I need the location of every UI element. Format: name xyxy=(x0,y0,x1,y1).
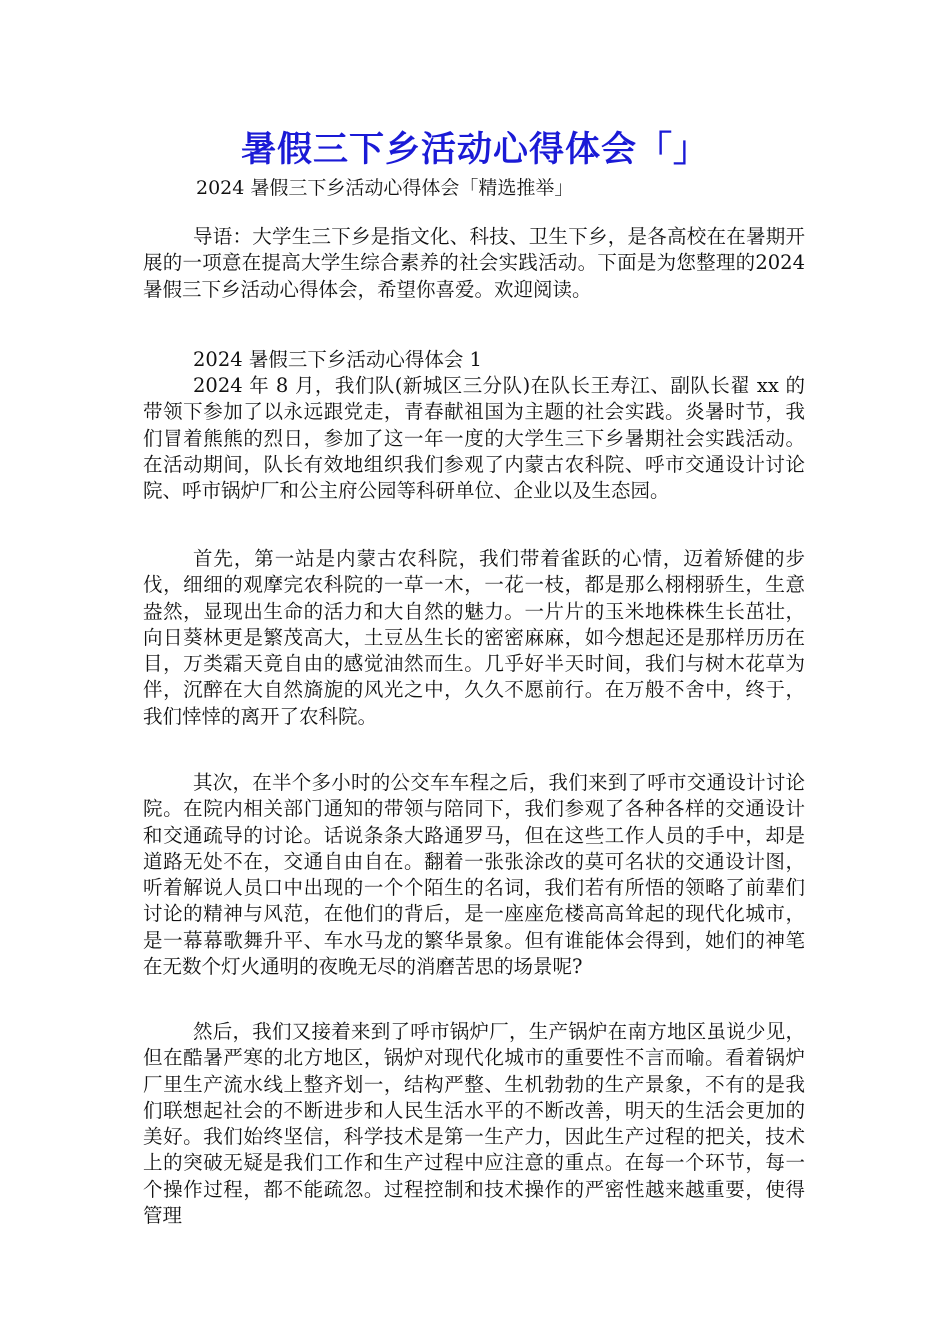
body-paragraph-2: 首先，第一站是内蒙古农科院，我们带着雀跃的心情，迈着矫健的步伐，细细的观摩完农科院的一草一木，一花一枝，都是那么栩栩骄生，生意盎然，显现出生命的活力和大自然的魅力。一片片的玉米地株株生长茁壮，向日葵林更是繁茂高大，土豆丛生长的密密麻麻，如今想起还是那样历历在目，万类霜天竟自由的感觉油然而生。几乎好半天时间，我们与树木花草为伴，沉醉在大自然旖旎的风光之中，久久不愿前行。在万般不舍中，终于，我们悻悻的离开了农科院。 xyxy=(143,547,805,728)
document-title: 暑假三下乡活动心得体会「」 xyxy=(240,130,709,170)
section-heading: 2024 暑假三下乡活动心得体会 1 xyxy=(193,348,482,371)
body-paragraph-1: 2024 年 8 月，我们队(新城区三分队)在队长王寿江、副队长翟 xx 的带领下参加了以永远跟党走，青春献祖国为主题的社会实践。炎暑时节，我们冒着熊熊的烈日，参加了这一年一度的大学生三下乡暑期社会实践活动。在活动期间，队长有效地组织我们参观了内蒙古农科院、呼市交通设计讨论院、呼市锅炉厂和公主府公园等科研单位、企业以及生态园。 xyxy=(143,374,805,503)
body-paragraph-3: 其次，在半个多小时的公交车车程之后，我们来到了呼市交通设计讨论院。在院内相关部门通知的带领与陪同下，我们参观了各种各样的交通设计和交通疏导的讨论。话说条条大路通罗马，但在这些工作人员的手中，却是道路无处不在，交通自由自在。翻着一张张涂改的莫可名状的交通设计图，听着解说人员口中出现的一个个陌生的名词，我们若有所悟的领略了前辈们讨论的精神与风范，在他们的背后，是一座座危楼高高耸起的现代化城市，是一幕幕歌舞升平、车水马龙的繁华景象。但有谁能体会得到，她们的神笔在无数个灯火通明的夜晚无尽的消磨苦思的场景呢? xyxy=(143,771,805,979)
intro-paragraph: 导语：大学生三下乡是指文化、科技、卫生下乡，是各高校在在暑期开展的一项意在提高大学生综合素养的社会实践活动。下面是为您整理的2024 暑假三下乡活动心得体会，希望你喜爱。欢迎阅读。 xyxy=(143,225,805,301)
body-paragraph-4: 然后，我们又接着来到了呼市锅炉厂，生产锅炉在南方地区虽说少见，但在酷暑严寒的北方地区，锅炉对现代化城市的重要性不言而喻。看着锅炉厂里生产流水线上整齐划一，结构严整、生机勃勃的生产景象，不有的是我们联想起社会的不断进步和人民生活水平的不断改善，明天的生活会更加的美好。我们始终坚信，科学技术是第一生产力，因此生产过程的把关，技术上的突破无疑是我们工作和生产过程中应注意的重点。在每一个环节，每一个操作过程，都不能疏忽。过程控制和技术操作的严密性越来越重要，使得管理 xyxy=(143,1020,805,1228)
document-subtitle: 2024 暑假三下乡活动心得体会「精选推举」 xyxy=(196,177,574,199)
